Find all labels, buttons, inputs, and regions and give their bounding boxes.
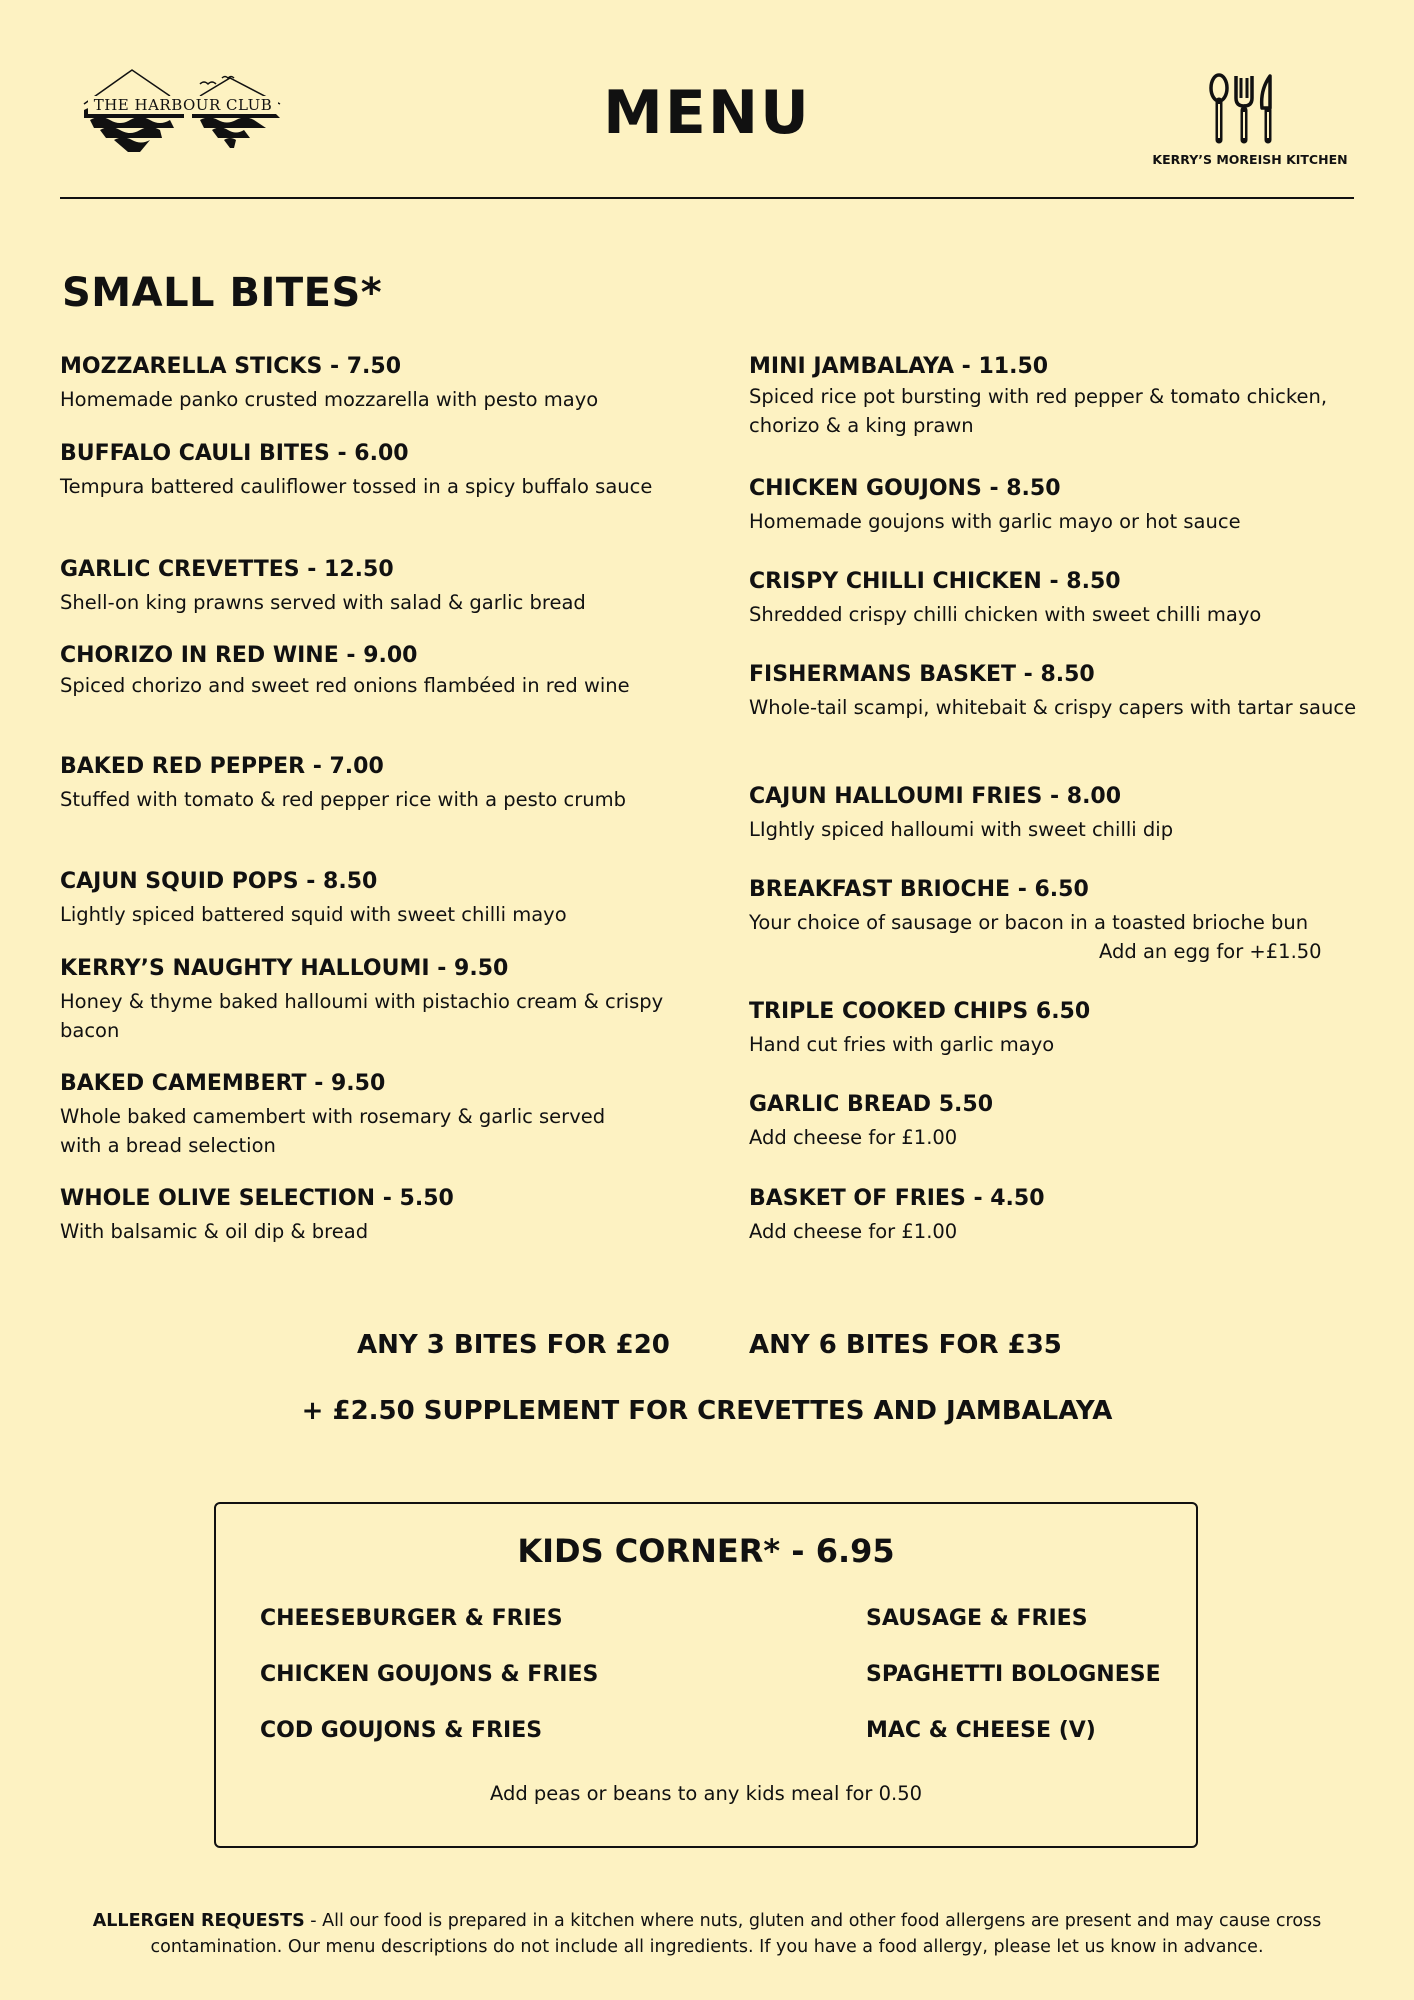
menu-item bbox=[749, 352, 1369, 440]
menu-item bbox=[60, 352, 680, 414]
kids-item: SPAGHETTI BOLOGNESE bbox=[866, 1662, 1161, 1687]
allergen-notice bbox=[30, 1908, 1384, 1960]
logo-text: THE HARBOUR CLUB bbox=[88, 96, 278, 114]
header-divider bbox=[60, 197, 1354, 199]
item-description: Lightly spiced battered squid with sweet chilli mayo bbox=[60, 903, 567, 926]
item-title: MINI JAMBALAYA - 11.50 bbox=[749, 354, 1049, 379]
item-description: Stuffed with tomato & red pepper rice with a pesto crumb bbox=[60, 788, 627, 811]
item-description: Homemade panko crusted mozzarella with pesto mayo bbox=[60, 388, 599, 411]
item-description: Shredded crispy chilli chicken with sweet chilli mayo bbox=[749, 603, 1262, 626]
item-description: Whole baked camembert with rosemary & garlic served with a bread selection bbox=[60, 1105, 606, 1157]
menu-item bbox=[60, 867, 680, 929]
kitchen-name: KERRY’S MOREISH KITCHEN bbox=[1152, 152, 1348, 167]
item-description: Homemade goujons with garlic mayo or hot sauce bbox=[749, 510, 1241, 533]
item-description: Spiced rice pot bursting with red pepper & tomato chicken, chorizo & a king prawn bbox=[749, 385, 1328, 437]
kids-corner-box bbox=[214, 1502, 1198, 1848]
item-description: Tempura battered cauliflower tossed in a spicy buffalo sauce bbox=[60, 475, 653, 498]
menu-item bbox=[60, 555, 680, 617]
menu-item bbox=[60, 1069, 680, 1160]
section-title: SMALL BITES* bbox=[62, 270, 383, 316]
allergen-label: ALLERGEN REQUESTS bbox=[92, 1911, 305, 1931]
item-description: Add cheese for £1.00 bbox=[749, 1126, 958, 1149]
menu-item bbox=[749, 997, 1369, 1059]
item-title: WHOLE OLIVE SELECTION - 5.50 bbox=[60, 1186, 454, 1211]
item-description bbox=[749, 908, 1349, 963]
item-title: BAKED CAMEMBERT - 9.50 bbox=[60, 1071, 386, 1096]
item-title: CHORIZO IN RED WINE - 9.00 bbox=[60, 643, 418, 668]
cutlery-icon bbox=[1140, 70, 1360, 148]
item-description-text: Your choice of sausage or bacon in a toasted brioche bun bbox=[749, 911, 1309, 934]
menu-item bbox=[60, 752, 680, 814]
allergen-text: - All our food is prepared in a kitchen where nuts, gluten and other food allergens are present and may cause cross contamination. Our menu descriptions do not include all ingredients. If you have a food allergy, please let us know in advance. bbox=[150, 1911, 1322, 1957]
item-description: Whole-tail scampi, whitebait & crispy capers with tartar sauce bbox=[749, 696, 1357, 719]
page-title: MENU bbox=[603, 78, 811, 148]
item-description: Add cheese for £1.00 bbox=[749, 1220, 958, 1243]
item-description: LIghtly spiced halloumi with sweet chilli dip bbox=[749, 818, 1174, 841]
item-description: Honey & thyme baked halloumi with pistachio cream & crispy bacon bbox=[60, 990, 664, 1042]
item-title: TRIPLE COOKED CHIPS 6.50 bbox=[749, 999, 1091, 1024]
item-title: FISHERMANS BASKET - 8.50 bbox=[749, 662, 1095, 687]
menu-item bbox=[749, 474, 1369, 536]
offer-six-bites: ANY 6 BITES FOR £35 bbox=[749, 1330, 1062, 1360]
item-addon: Add an egg for +£1.50 bbox=[1099, 940, 1322, 963]
menu-item bbox=[60, 641, 680, 700]
item-title: GARLIC BREAD 5.50 bbox=[749, 1092, 993, 1117]
item-title: BASKET OF FRIES - 4.50 bbox=[749, 1186, 1045, 1211]
item-title: GARLIC CREVETTES - 12.50 bbox=[60, 557, 394, 582]
item-title: BUFFALO CAULI BITES - 6.00 bbox=[60, 441, 409, 466]
item-title: CAJUN SQUID POPS - 8.50 bbox=[60, 869, 378, 894]
menu-item bbox=[749, 875, 1369, 963]
item-title: KERRY’S NAUGHTY HALLOUMI - 9.50 bbox=[60, 956, 509, 981]
item-title: CAJUN HALLOUMI FRIES - 8.00 bbox=[749, 784, 1122, 809]
menu-item bbox=[60, 954, 680, 1045]
item-title: CRISPY CHILLI CHICKEN - 8.50 bbox=[749, 569, 1121, 594]
kids-item: SAUSAGE & FRIES bbox=[866, 1606, 1088, 1631]
menu-item bbox=[749, 782, 1369, 844]
kids-item: CHEESEBURGER & FRIES bbox=[260, 1606, 563, 1631]
kitchen-brand bbox=[1140, 70, 1360, 170]
kids-item: MAC & CHEESE (V) bbox=[866, 1718, 1096, 1743]
kids-item: CHICKEN GOUJONS & FRIES bbox=[260, 1662, 599, 1687]
menu-item bbox=[749, 567, 1369, 629]
item-title: CHICKEN GOUJONS - 8.50 bbox=[749, 476, 1061, 501]
kids-item: COD GOUJONS & FRIES bbox=[260, 1718, 543, 1743]
item-title: BREAKFAST BRIOCHE - 6.50 bbox=[749, 877, 1089, 902]
item-title: BAKED RED PEPPER - 7.00 bbox=[60, 754, 384, 779]
menu-item bbox=[749, 1090, 1369, 1152]
item-description: With balsamic & oil dip & bread bbox=[60, 1220, 369, 1243]
item-description: Spiced chorizo and sweet red onions flambéed in red wine bbox=[60, 674, 630, 697]
menu-item bbox=[60, 1184, 680, 1246]
item-title: MOZZARELLA STICKS - 7.50 bbox=[60, 354, 402, 379]
offer-supplement: + £2.50 SUPPLEMENT FOR CREVETTES AND JAMBALAYA bbox=[301, 1396, 1113, 1426]
item-description: Hand cut fries with garlic mayo bbox=[749, 1033, 1055, 1056]
offer-three-bites: ANY 3 BITES FOR £20 bbox=[357, 1330, 670, 1360]
menu-item bbox=[749, 660, 1369, 722]
menu-item bbox=[60, 439, 680, 501]
kids-note: Add peas or beans to any kids meal for 0.50 bbox=[489, 1782, 923, 1805]
item-description: Shell-on king prawns served with salad & garlic bread bbox=[60, 591, 586, 614]
kids-corner-title: KIDS CORNER* - 6.95 bbox=[517, 1532, 895, 1570]
menu-item bbox=[749, 1184, 1369, 1246]
